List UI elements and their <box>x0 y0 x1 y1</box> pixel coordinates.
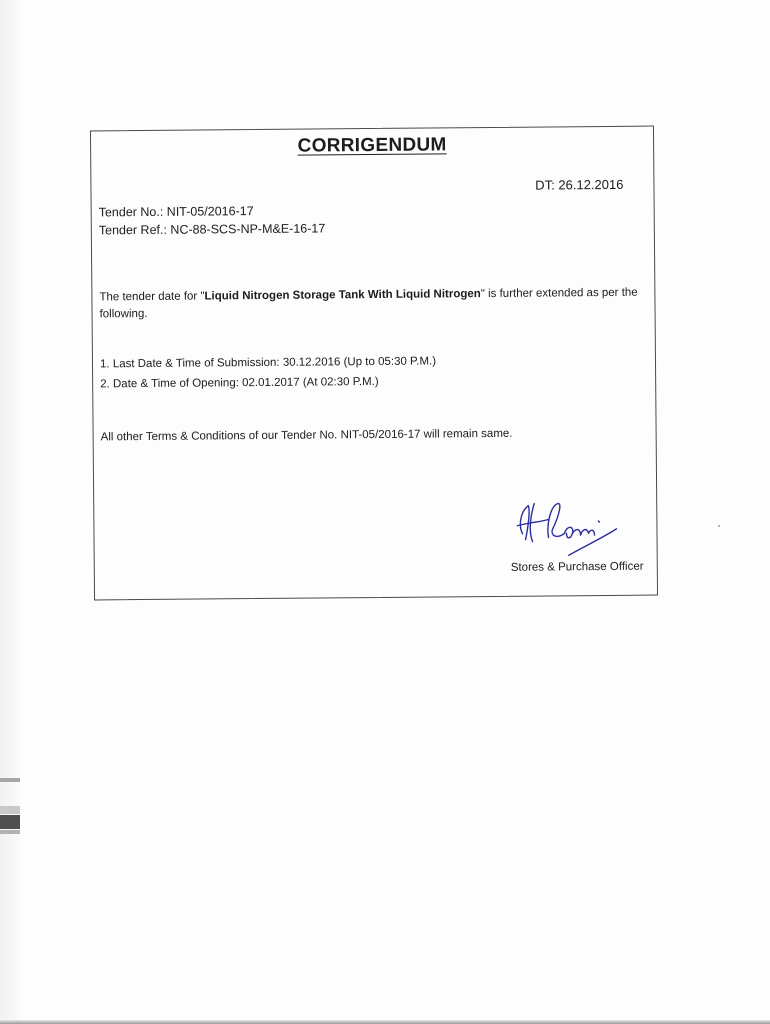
paragraph-lead: The tender date for " <box>99 290 205 304</box>
notice-date: DT: 26.12.2016 <box>535 176 624 193</box>
scan-edge-shadow <box>0 0 20 1024</box>
scan-artifact <box>0 778 20 782</box>
notice-title-text: CORRIGENDUM <box>297 134 447 157</box>
scan-speck <box>718 525 720 527</box>
handwritten-signature <box>508 495 619 560</box>
notice-title <box>91 133 653 160</box>
opening-date: 2. Date & Time of Opening: 02.01.2017 (At 02:30 P.M.) <box>100 375 379 391</box>
tender-item-name: Liquid Nitrogen Storage Tank With Liquid Nitrogen <box>204 288 481 303</box>
scan-artifact <box>0 806 20 814</box>
signatory-title: Stores & Purchase Officer <box>510 560 644 574</box>
tender-reference: Tender Ref.: NC-88-SCS-NP-M&E-16-17 <box>98 221 326 238</box>
corrigendum-notice-box <box>90 126 658 601</box>
signature-strokes <box>517 503 616 556</box>
scan-bottom-edge <box>0 1020 770 1024</box>
paragraph-tail: " is further extended as per the following. <box>99 286 638 321</box>
scan-artifact <box>0 815 20 829</box>
extension-paragraph <box>99 285 639 324</box>
closing-statement: All other Terms & Conditions of our Tender No. NIT-05/2016-17 will remain same. <box>100 427 513 444</box>
submission-deadline: 1. Last Date & Time of Submission: 30.12.2016 (Up to 05:30 P.M.) <box>99 355 437 371</box>
tender-number: Tender No.: NIT-05/2016-17 <box>98 204 254 220</box>
scan-artifact <box>0 830 20 834</box>
